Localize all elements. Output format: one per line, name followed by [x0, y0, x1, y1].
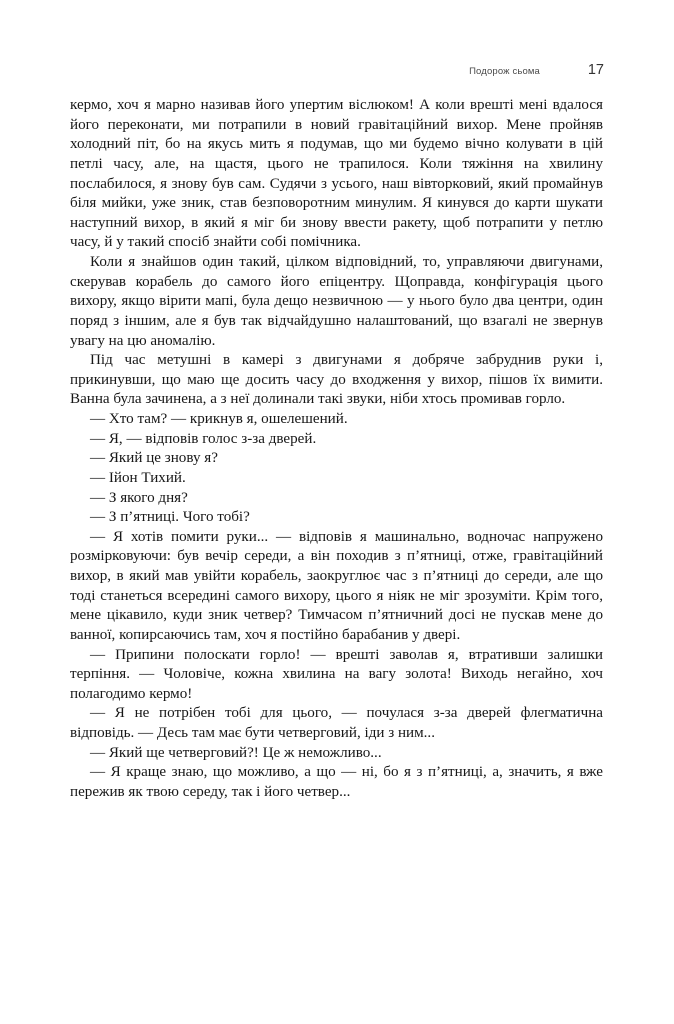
running-head — [70, 62, 604, 82]
dialogue-line: — Я, — відповів голос з-за дверей. — [90, 430, 317, 447]
dialogue-line: — Який ще четверговий?! Це ж неможливо... — [90, 744, 382, 761]
body-text-block — [70, 96, 603, 803]
body-paragraph: кермо, хоч я марно називав його упертим віслюком! А коли врешті мені вдалося його переконати, ми потрапили в новий гравітаційний вихор. Мене пройняв холодний піт, бо на якусь мить я подумав, що ми будемо вічно колувати в цій петлі часу, але, на щастя, цього не трапилося. Коли тяжіння на хвилину послабилося, я знову був сам. Судячи з усього, наш вівторковий, який промайнув біля мийки, уже зник, став безповоротним минулим. Я кинувся до карти шукати наступний вихор, в який я міг би знову ввести ракету, щоб потрапити у петлю часу, й у такий спосіб знайти собі помічника. — [70, 97, 603, 251]
page-number: 17 — [587, 62, 604, 78]
body-paragraph: — Я хотів помити руки... — відповів я машинально, водночас напружено розмірковуючи: був вечір середи, а він походив з п’ятниці, отже, гравітаційний вихор, в який мав увійти корабель, заокруглює час з п’ятниці до середи, але що тоді станеться всередині самого вихору, цього я ніяк не міг зрозуміти. Крім того, мене цікавило, куди зник четвер? Тимчасом п’ятничний досі не пускав мене до ванної, копирсаючись там, хоч я постійно барабанив у двері. — [70, 528, 603, 643]
body-paragraph: — Припини полоскати горло! — врешті заволав я, втративши залишки терпіння. — Чоловіче, кожна хвилина на вагу золота! Виходь негайно, хоч полагодимо кермо! — [70, 646, 603, 702]
body-paragraph: — Я не потрібен тобі для цього, — почулася з-за дверей флегматична відповідь. — Десь там має бути четверговий, іди з ним... — [70, 705, 603, 741]
dialogue-line: — Хто там? — крикнув я, ошелешений. — [90, 411, 348, 427]
running-head-title: Подорож сьома — [469, 66, 540, 77]
dialogue-line: — Який це знову я? — [90, 450, 218, 467]
body-paragraph: Коли я знайшов один такий, цілком відповідний, то, управляючи двигунами, скерував корабель до самого його епіцентру. Щоправда, конфігурація цього вихору, якщо вірити мапі, була дещо незвичною — у нього було два центри, один поряд з іншим, але я був так відчайдушно налаштований, що взагалі не звернув увагу на цю аномалію. — [70, 254, 603, 349]
dialogue-line: — З п’ятниці. Чого тобі? — [90, 509, 250, 526]
body-paragraph: Під час метушні в камері з двигунами я добряче забруднив руки і, прикинувши, що маю ще досить часу до входження у вихор, пішов їх вимити. Ванна була зачинена, а з неї долинали такі звуки, ніби хтось промивав горло. — [70, 352, 603, 408]
dialogue-line: — Ійон Тихий. — [90, 469, 186, 486]
body-paragraph: — Я краще знаю, що можливо, а що — ні, бо я з п’ятниці, а, значить, я вже пережив як твою середу, так і його четвер... — [70, 764, 603, 800]
dialogue-line: — З якого дня? — [90, 489, 188, 506]
